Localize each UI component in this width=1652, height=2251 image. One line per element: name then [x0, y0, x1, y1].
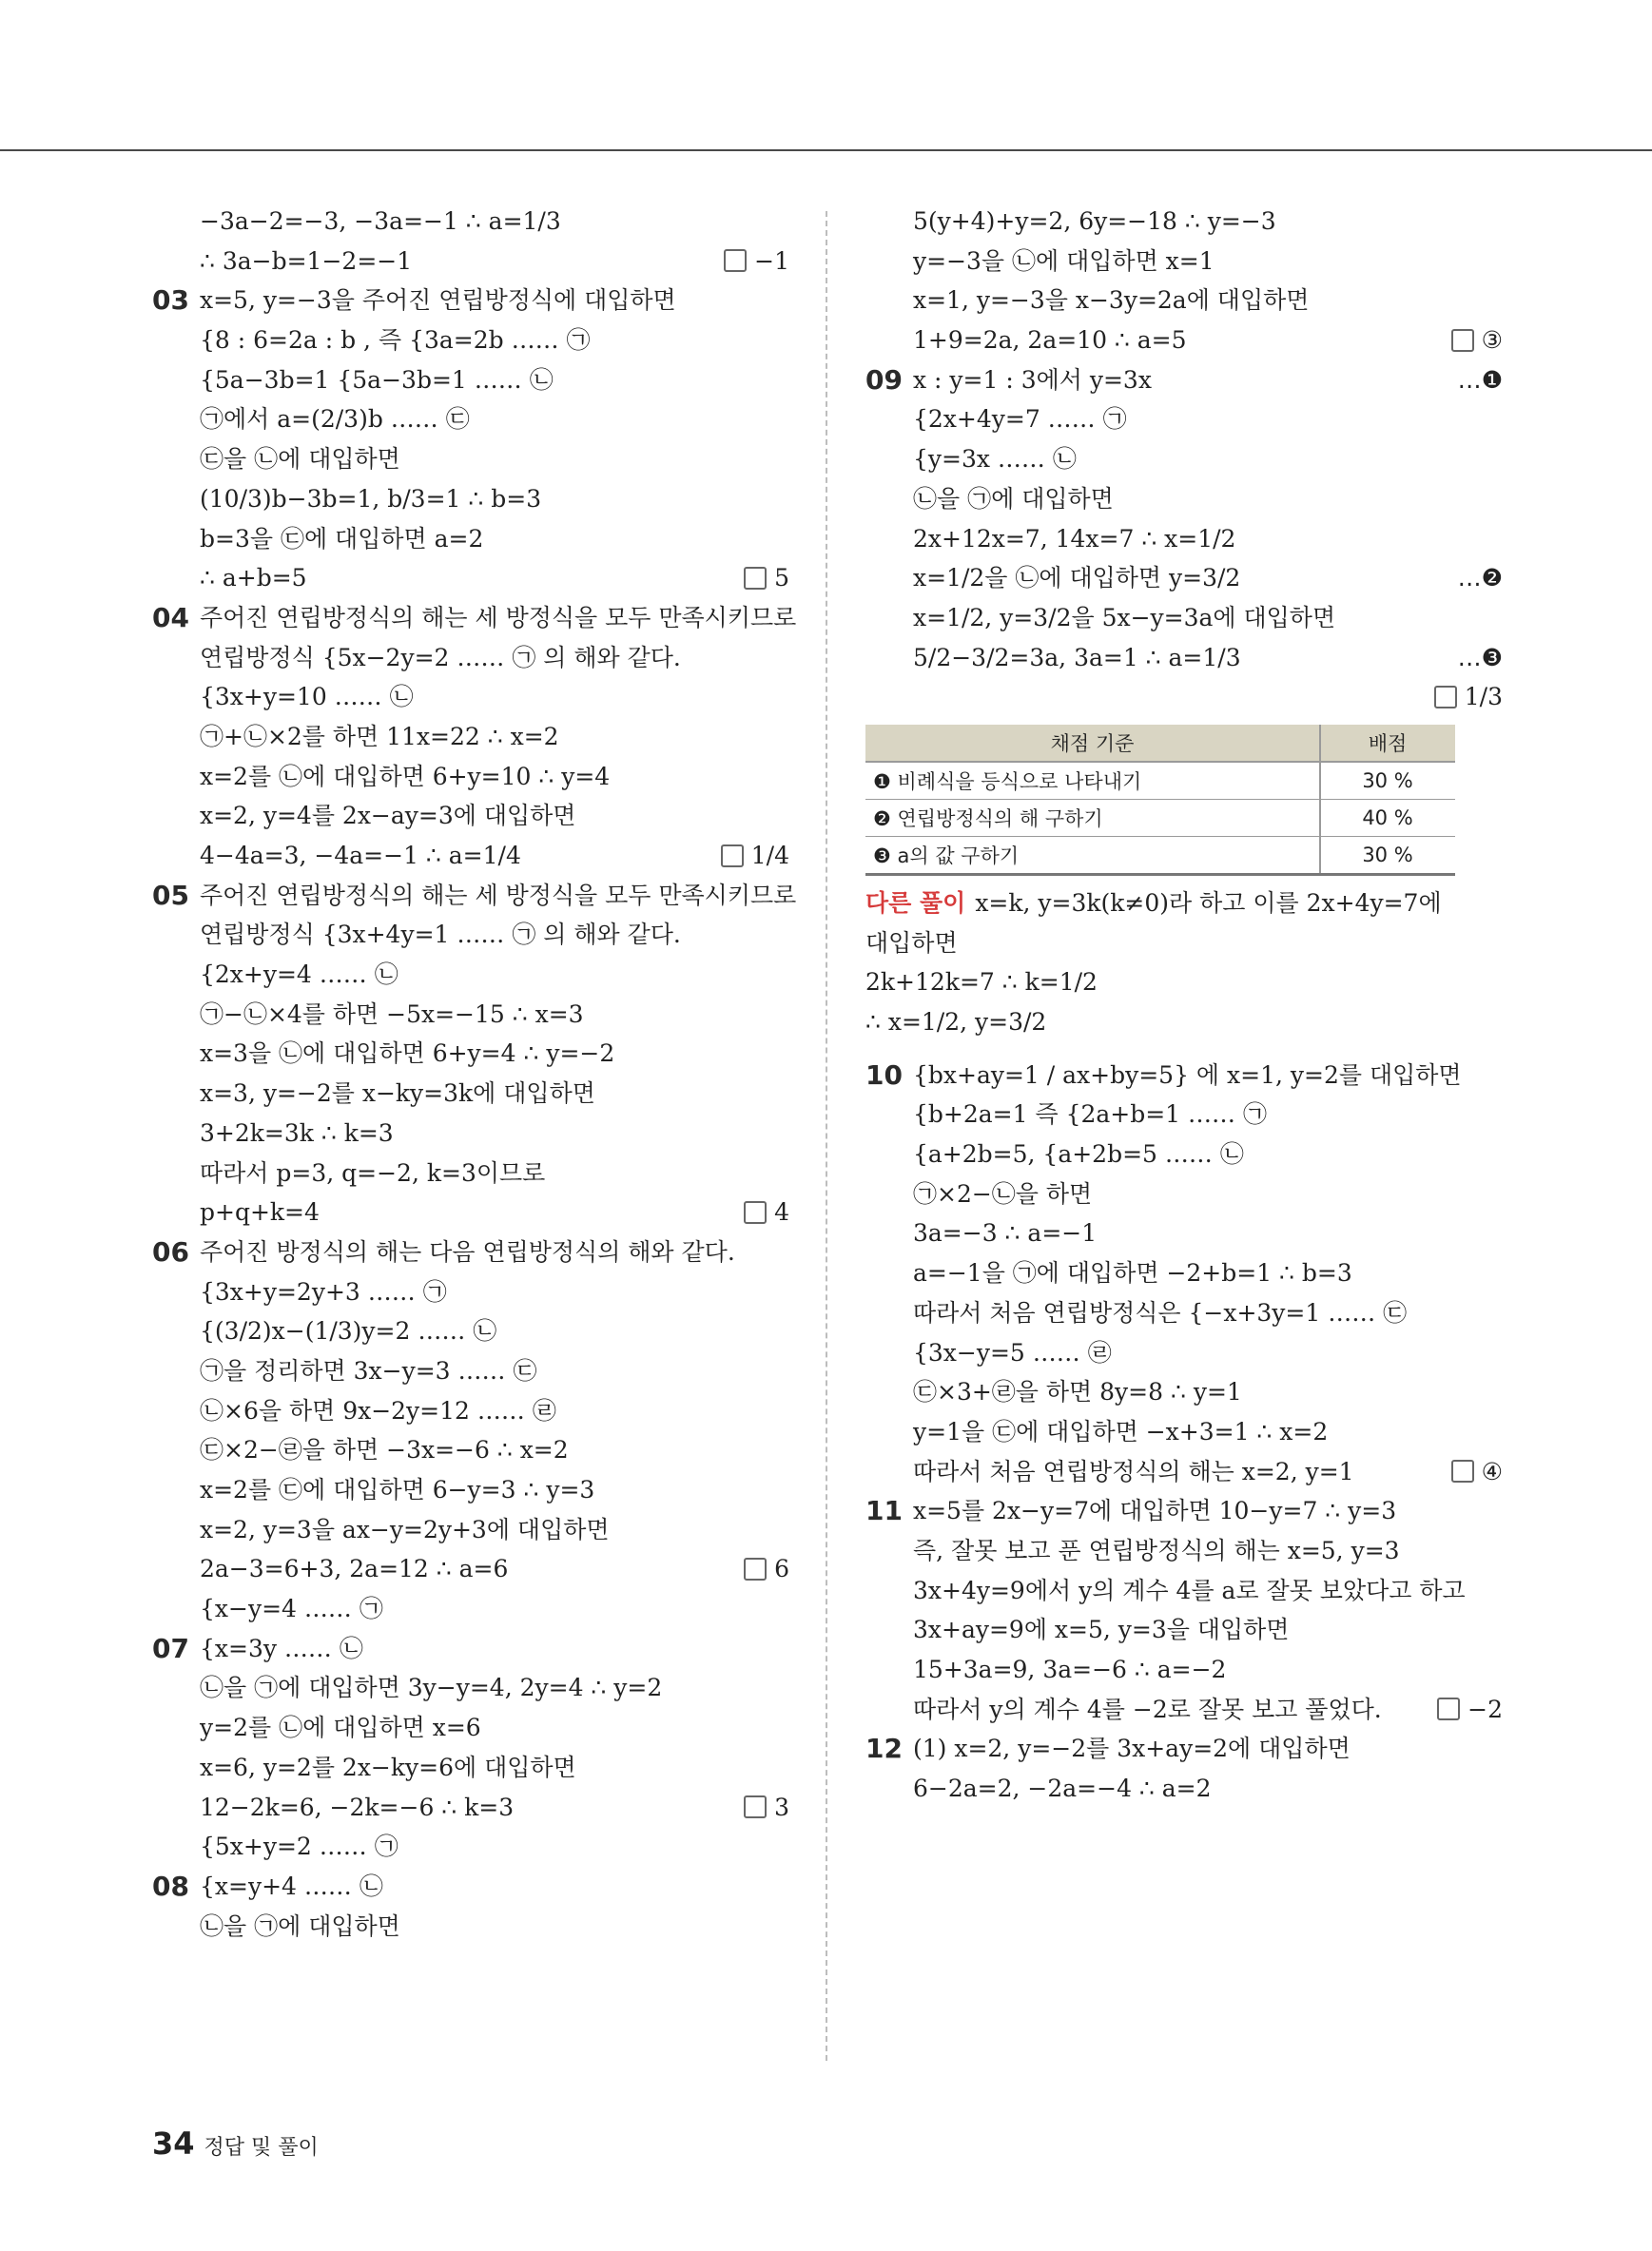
solution-line [865, 439, 1503, 479]
solution-line [152, 1232, 789, 1272]
line-text: {2x+4y=7 …… ㉠ [913, 405, 1127, 434]
line-text: x=1/2을 ㉡에 대입하면 y=3/2 [913, 564, 1241, 592]
answer [744, 1549, 789, 1589]
solution-line [865, 320, 1503, 360]
line-text: 5(y+4)+y=2, 6y=−18 ∴ y=−3 [913, 207, 1276, 235]
line-text: x=5를 2x−y=7에 대입하면 10−y=7 ∴ y=3 [913, 1497, 1397, 1525]
solution-line [865, 1174, 1503, 1214]
grading-item: ❶ 비례식을 등식으로 나타내기 [865, 762, 1320, 800]
solution-line [152, 1907, 789, 1947]
solution-line [865, 1650, 1503, 1690]
line-text: ㉠을 정리하면 3x−y=3 …… ㉢ [200, 1356, 537, 1385]
solution-line [152, 915, 789, 955]
solution-line [152, 399, 789, 439]
line-text: 2x+12x=7, 14x=7 ∴ x=1/2 [913, 524, 1236, 553]
answer-value: 6 [774, 1555, 789, 1583]
solution-line [865, 558, 1503, 598]
answer-icon [744, 1201, 767, 1224]
solution-line [152, 1748, 789, 1788]
solution-line [865, 360, 1503, 400]
page-footer [152, 2125, 319, 2162]
problem-number: 04 [152, 601, 189, 633]
solution-line [865, 1333, 1503, 1373]
line-text: 따라서 p=3, q=−2, k=3이므로 [200, 1158, 546, 1187]
solution-line [152, 1629, 789, 1669]
line-text: a=−1을 ㉠에 대입하면 −2+b=1 ∴ b=3 [913, 1259, 1352, 1288]
solution-line [152, 1708, 789, 1748]
alt-line: 대입하면 [865, 928, 958, 957]
alt-line: 2k+12k=7 ∴ k=1/2 [865, 968, 1098, 997]
solution-line [152, 202, 789, 242]
line-text: x=2를 ㉡에 대입하면 6+y=10 ∴ y=4 [200, 762, 611, 790]
problem-number: 11 [865, 1495, 903, 1527]
line-text: p+q+k=4 [200, 1198, 320, 1227]
line-text: {(3/2)x−(1/3)y=2 …… ㉡ [200, 1317, 497, 1346]
line-text: {a+2b=5, {a+2b=5 …… ㉡ [913, 1140, 1244, 1169]
solution-line [865, 1531, 1503, 1571]
step-marker: …❸ [1457, 643, 1503, 671]
solution-line [152, 1827, 789, 1867]
line-text: ㉠−㉡×4를 하면 −5x=−15 ∴ x=3 [200, 999, 584, 1028]
line-text: 12−2k=6, −2k=−6 ∴ k=3 [200, 1793, 515, 1821]
solution-line [152, 598, 797, 638]
answer [744, 1788, 789, 1828]
answer-icon [744, 1558, 767, 1581]
page-number: 34 [152, 2125, 195, 2162]
solution-line [152, 1549, 789, 1589]
answer-value: 1/4 [750, 842, 789, 869]
line-text: x=1/2, y=3/2을 5x−y=3a에 대입하면 [913, 603, 1336, 631]
solution-line [152, 1510, 789, 1550]
answer [744, 1193, 789, 1232]
problem-number: 05 [152, 879, 189, 911]
line-text: 3x+4y=9에서 y의 계수 4를 a로 잘못 보았다고 하고 [913, 1576, 1466, 1604]
solution-line [152, 876, 797, 916]
line-text: y=2를 ㉡에 대입하면 x=6 [200, 1714, 481, 1742]
right-bottom-block [865, 1056, 1503, 1809]
solution-line [152, 1311, 789, 1351]
grading-row [865, 836, 1455, 874]
solution-line [152, 1351, 789, 1391]
line-text: x=5, y=−3을 주어진 연립방정식에 대입하면 [200, 286, 676, 315]
solution-line [152, 479, 789, 519]
solution-line [152, 1154, 789, 1193]
line-text: {3x+y=10 …… ㉡ [200, 683, 414, 711]
line-text: {y=3x …… ㉡ [913, 445, 1077, 474]
line-text: (10/3)b−3b=1, b/3=1 ∴ b=3 [200, 484, 542, 513]
alt-line: ∴ x=1/2, y=3/2 [865, 1008, 1047, 1036]
problem-number: 03 [152, 284, 189, 317]
solution-line [865, 1293, 1503, 1333]
solution-line [152, 360, 789, 400]
line-text: (1) x=2, y=−2를 3x+ay=2에 대입하면 [913, 1735, 1351, 1763]
solution-line [865, 202, 1503, 242]
solution-line [865, 638, 1503, 678]
solution-line [152, 796, 789, 836]
line-text: −3a−2=−3, −3a=−1 ∴ a=1/3 [200, 207, 561, 235]
solution-line [152, 1074, 789, 1114]
line-text: 2a−3=6+3, 2a=12 ∴ a=6 [200, 1555, 509, 1583]
line-text: ㉡을 ㉠에 대입하면 [913, 484, 1114, 513]
solution-line [865, 1095, 1503, 1135]
solution-line [152, 1589, 789, 1629]
solution-line [865, 1213, 1503, 1253]
solution-line [152, 995, 789, 1035]
line-text: ㉢×3+㉣을 하면 8y=8 ∴ y=1 [913, 1378, 1242, 1407]
solution-line [865, 1610, 1503, 1650]
answer-value: 5 [774, 564, 789, 592]
problem-number: 06 [152, 1235, 189, 1268]
grading-item: ❷ 연립방정식의 해 구하기 [865, 799, 1320, 836]
line-text: {3x+y=2y+3 …… ㉠ [200, 1277, 447, 1306]
line-text: 1+9=2a, 2a=10 ∴ a=5 [913, 326, 1187, 355]
solution-line [152, 1867, 789, 1907]
answer [724, 242, 789, 281]
solution-line [152, 955, 789, 995]
step-marker: …❶ [1457, 365, 1503, 394]
line-text: {5a−3b=1 {5a−3b=1 …… ㉡ [200, 365, 554, 394]
line-text: ㉢을 ㉡에 대입하면 [200, 445, 400, 474]
line-text: {b+2a=1 즉 {2a+b=1 …… ㉠ [913, 1100, 1267, 1129]
answer [1451, 320, 1503, 360]
solution-line [865, 1412, 1503, 1452]
solution-line [152, 320, 789, 360]
left-column [152, 202, 797, 1946]
solution-line [152, 1470, 789, 1510]
answer [1437, 1690, 1503, 1730]
line-text: y=−3을 ㉡에 대입하면 x=1 [913, 246, 1215, 275]
answer-icon [1451, 1460, 1474, 1483]
answer-value: ③ [1481, 326, 1503, 355]
answer-icon [1434, 686, 1457, 708]
answer-icon [744, 567, 767, 590]
solution-line [152, 281, 789, 320]
line-text: ∴ 3a−b=1−2=−1 [200, 246, 413, 275]
grading-row [865, 762, 1455, 800]
answer [1451, 1452, 1503, 1492]
solution-line [865, 1253, 1503, 1293]
answer-icon [1437, 1698, 1460, 1720]
solution-line [152, 1788, 789, 1828]
answer [744, 558, 789, 598]
line-text: b=3을 ㉢에 대입하면 a=2 [200, 524, 484, 553]
line-text: x=3, y=−2를 x−ky=3k에 대입하면 [200, 1079, 595, 1108]
solution-line [865, 479, 1503, 519]
solution-line [865, 1135, 1503, 1174]
line-text: {bx+ay=1 / ax+by=5} 에 x=1, y=2를 대입하면 [913, 1060, 1462, 1089]
grading-header-criteria: 채점 기준 [865, 725, 1320, 762]
line-text: ㉠+㉡×2를 하면 11x=22 ∴ x=2 [200, 722, 559, 750]
solution-line [152, 836, 789, 876]
line-text: 3+2k=3k ∴ k=3 [200, 1118, 394, 1147]
answer-value: ④ [1481, 1457, 1503, 1485]
grading-header-points: 배점 [1320, 725, 1455, 762]
line-text: ㉠에서 a=(2/3)b …… ㉢ [200, 405, 470, 434]
solution-line [152, 677, 789, 717]
line-text: {x−y=4 …… ㉠ [200, 1595, 383, 1623]
solution-line [152, 1034, 789, 1074]
alt-line [865, 883, 1503, 923]
answer-icon [724, 249, 747, 272]
answer [1434, 677, 1503, 717]
solution-line [152, 439, 789, 479]
solution-line [152, 558, 789, 598]
line-text: 주어진 연립방정식의 해는 세 방정식을 모두 만족시키므로 [200, 881, 797, 909]
solution-line [152, 757, 789, 797]
line-text: x=2, y=4를 2x−ay=3에 대입하면 [200, 802, 576, 830]
line-text: 15+3a=9, 3a=−6 ∴ a=−2 [913, 1656, 1227, 1683]
alt-line-text: x=k, y=3k(k≠0)라 하고 이를 2x+4y=7에 [975, 888, 1442, 917]
line-text: ㉡×6을 하면 9x−2y=12 …… ㉣ [200, 1396, 556, 1425]
grading-points: 30 % [1320, 836, 1455, 874]
line-text: {2x+y=4 …… ㉡ [200, 961, 398, 989]
problem-number: 10 [865, 1058, 903, 1091]
problem-number: 09 [865, 363, 903, 396]
line-text: {8 : 6=2a : b , 즉 {3a=2b …… ㉠ [200, 326, 591, 355]
answer-value: 3 [774, 1793, 789, 1821]
solution-line [865, 1571, 1503, 1611]
grading-table [865, 725, 1455, 876]
right-top-block [865, 202, 1503, 717]
answer-value: 1/3 [1464, 683, 1503, 711]
solution-line [865, 1056, 1503, 1096]
line-text: ㉢×2−㉣을 하면 −3x=−6 ∴ x=2 [200, 1436, 569, 1465]
solution-line [865, 1452, 1503, 1492]
solution-line [152, 242, 789, 281]
line-text: {5x+y=2 …… ㉠ [200, 1833, 398, 1861]
solution-line [152, 1114, 789, 1154]
answer-icon [744, 1795, 767, 1818]
answer-icon [1451, 329, 1474, 352]
step-marker: …❷ [1457, 564, 1503, 592]
answer [721, 836, 789, 876]
line-text: y=1을 ㉢에 대입하면 −x+3=1 ∴ x=2 [913, 1417, 1329, 1446]
solution-line [152, 1668, 789, 1708]
line-text: x=1, y=−3을 x−3y=2a에 대입하면 [913, 286, 1310, 315]
solution-line [865, 242, 1503, 281]
grading-points: 40 % [1320, 799, 1455, 836]
answer-value: −1 [754, 246, 789, 275]
problem-number: 12 [865, 1733, 903, 1765]
line-text: x=6, y=2를 2x−ky=6에 대입하면 [200, 1753, 576, 1781]
line-text: 주어진 방정식의 해는 다음 연립방정식의 해와 같다. [200, 1237, 735, 1266]
solution-line [152, 717, 789, 757]
alternative-solution [865, 883, 1503, 1042]
line-text: 따라서 y의 계수 4를 −2로 잘못 보고 풀었다. [913, 1695, 1382, 1723]
line-text: 따라서 처음 연립방정식의 해는 x=2, y=1 [913, 1457, 1354, 1485]
solution-line [865, 677, 1503, 717]
line-text: 3x+ay=9에 x=5, y=3을 대입하면 [913, 1616, 1290, 1644]
line-text: x=2를 ㉢에 대입하면 6−y=3 ∴ y=3 [200, 1476, 595, 1504]
line-text: 3a=−3 ∴ a=−1 [913, 1219, 1098, 1248]
line-text: ∴ a+b=5 [200, 564, 307, 592]
line-text: 4−4a=3, −4a=−1 ∴ a=1/4 [200, 842, 521, 869]
solution-line [865, 399, 1503, 439]
line-text: 5/2−3/2=3a, 3a=1 ∴ a=1/3 [913, 643, 1241, 671]
line-text: 주어진 연립방정식의 해는 세 방정식을 모두 만족시키므로 [200, 603, 797, 631]
line-text: 6−2a=2, −2a=−4 ∴ a=2 [913, 1775, 1212, 1803]
solution-line [152, 1430, 789, 1470]
line-text: x=2, y=3을 ax−y=2y+3에 대입하면 [200, 1515, 610, 1543]
problem-number: 08 [152, 1870, 189, 1902]
solution-line [152, 1272, 789, 1312]
solution-line [865, 598, 1503, 638]
line-text: x=3을 ㉡에 대입하면 6+y=4 ∴ y=−2 [200, 1039, 615, 1068]
solution-line [865, 519, 1503, 559]
solution-line [152, 1391, 789, 1431]
grading-item: ❸ a의 값 구하기 [865, 836, 1320, 874]
top-rule [0, 149, 1652, 151]
solution-line [152, 638, 789, 678]
solution-line [865, 1491, 1503, 1531]
alt-solution-label: 다른 풀이 [865, 888, 966, 917]
solution-line [152, 519, 789, 559]
line-text: x : y=1 : 3에서 y=3x [913, 365, 1152, 394]
solution-line [865, 1729, 1503, 1769]
answer-icon [721, 844, 744, 867]
right-column [865, 202, 1503, 1809]
line-text: 따라서 처음 연립방정식은 {−x+3y=1 …… ㉢ [913, 1298, 1408, 1327]
line-text: 연립방정식 {5x−2y=2 …… ㉠ 의 해와 같다. [200, 643, 681, 671]
column-divider [826, 211, 827, 2061]
grading-row [865, 799, 1455, 836]
line-text: {x=3y …… ㉡ [200, 1634, 363, 1662]
line-text: ㉡을 ㉠에 대입하면 [200, 1911, 400, 1940]
solution-line [865, 1372, 1503, 1412]
grading-points: 30 % [1320, 762, 1455, 800]
answer-value: 4 [774, 1198, 789, 1227]
solution-line [865, 281, 1503, 320]
solution-line [152, 1193, 789, 1232]
solution-line [865, 1769, 1503, 1809]
problem-number: 07 [152, 1632, 189, 1664]
line-text: {x=y+4 …… ㉡ [200, 1872, 383, 1900]
line-text: ㉡을 ㉠에 대입하면 3y−y=4, 2y=4 ∴ y=2 [200, 1674, 663, 1702]
answer-value: −2 [1467, 1695, 1503, 1723]
footer-label: 정답 및 풀이 [204, 2136, 319, 2160]
line-text: 즉, 잘못 보고 푼 연립방정식의 해는 x=5, y=3 [913, 1536, 1400, 1564]
solution-line [865, 1690, 1503, 1730]
line-text: {3x−y=5 …… ㉣ [913, 1338, 1112, 1367]
line-text: 연립방정식 {3x+4y=1 …… ㉠ 의 해와 같다. [200, 921, 681, 949]
line-text: ㉠×2−㉡을 하면 [913, 1179, 1093, 1208]
